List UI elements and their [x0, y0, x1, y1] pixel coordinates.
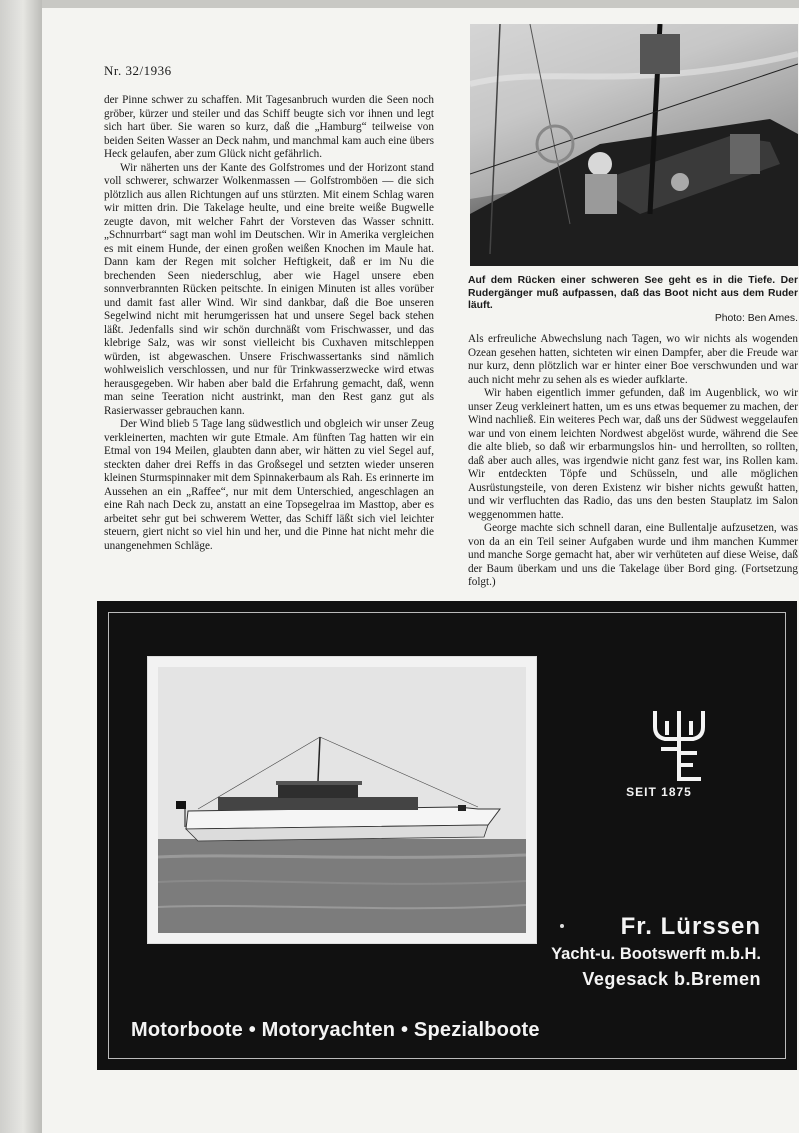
page-number: Nr. 32/1936	[104, 63, 172, 78]
paragraph: Der Wind blieb 5 Tage lang südwestlich und obgleich wir unser Zeug verkleinerten, machten wir gute Etmale. Am fünften Tag hatten wir ein Etmal von 194 Meilen, glaubten dann aber, wir hätten zu viel Segel auf, steckten daher drei Reffs in das Großsegel und setzten wieder unseren kleinen Sturmspinnaker mit dem Spinnakerbaum als Rah. Es erinnerte im Aussehen an ein „Raffee“, nur mit dem Unterschied, angeschlagen an eine Rah nach Deck zu, anstatt an eine Topsegelraa im Masttop, aber es arbeitet sehr gut bei schwerem Wetter, das Schiff läßt sich viel leichter steuern, giert nicht so viel hin und her, und die Pinne hat nicht mehr die unangenehmen Schläge.	[104, 418, 434, 552]
company-subtitle: Yacht-u. Bootswerft m.b.H.	[551, 945, 761, 963]
since-year: SEIT 1875	[626, 785, 692, 799]
decorative-dot	[560, 924, 564, 928]
ad-tagline: Motorboote • Motoryachten • Spezialboote	[131, 1019, 540, 1041]
photo-credit: Photo: Ben Ames.	[714, 312, 798, 324]
caption-text: Auf dem Rücken einer schweren See geht es in die Tiefe. Der Rudergänger muß aufpassen, daß das Boot nicht aus dem Ruder läuft.	[468, 275, 798, 311]
ad-frame	[108, 612, 786, 1059]
trident-logo-icon	[649, 709, 709, 783]
motor-yacht-illustration	[158, 667, 526, 933]
motor-yacht-photo	[147, 656, 537, 944]
paragraph: Wir näherten uns der Kante des Golfstromes und der Horizont stand voll schwerer, schwarzer Wolkenmassen — Golfstromböen — die sich plötzlich aus allen Richtungen auf uns stürzten. Mit einem Schlag waren wir mitten drin. Die Takelage heulte, und eine breite weiße Bugwelle zeugte davon, mit welcher Fahrt der Vorsteven das Wasser schnitt. „Schnurrbart“ sagt man wohl im Deutschen. Wir in Amerika vergleichen es mit einem Hunde, der einen großen weißen Knochen im Maule hat. Dann kam der Regen mit solcher Heftigkeit, daß er im Nu die brechenden Seen niederschlug, aber wie Hagel unsere eben sonnverbrannten Rücken peitschte. In einigen Minuten ist alles vorüber und damit fast aller Wind. Wir sind dankbar, daß die Boe unseren Segelwind nicht mit herumgerissen hat und unsere Segel back stehen läßt. Jedenfalls sind wir schön durchnäßt vom Frischwasser, und das klebrige Salz, was wir sonst vielleicht bis Cuxhaven mitschleppen würden, ist abgewaschen. Unsere Frischwassertanks sind nämlich wohlweislich verschlossen, und nur für Trinkwasserzwecke wird etwas herausgegeben. Wir haben aber bald die Erfahrung gemacht, daß, wenn man seine Teeration nicht austrinkt, man den Rest ganz gut als Rasierwasser gebrauchen kann.	[104, 161, 434, 417]
photo-caption	[468, 275, 798, 325]
luerssen-advertisement	[97, 601, 797, 1070]
paragraph: Als erfreuliche Abwechslung nach Tagen, wo wir nichts als wogenden Ozean gesehen hatten, sichteten wir einen Dampfer, aber die Freude war nur kurz, denn plötzlich war er hinter einer Boe verschwunden und war auch nicht mehr zu sehen als es wieder aufklarte.	[468, 333, 798, 386]
page-top-edge	[42, 0, 799, 8]
company-location: Vegesack b.Bremen	[582, 969, 761, 989]
paragraph: der Pinne schwer zu schaffen. Mit Tagesanbruch wurden die Seen noch gröber, kürzer und steiler und das Schiff beugte sich vor ihnen und legt sich hart über. Sie waren so kurz, daß die „Hamburg“ teilweise von beiden Seiten Wasser an Deck nahm, und manchmal kam auch eine übers Heck gelaufen, aber zum Glück nicht gefährlich.	[104, 94, 434, 160]
article-column-left	[104, 94, 434, 553]
paragraph: George machte sich schnell daran, eine Bullentalje aufzusetzen, was von da an ein Teil seiner Aufgaben wurde und ihm manchen Kummer und manche Sorge gemacht hat, aber wir verhüteten auf diese Weise, daß der Baum überkam und uns die Takelage über Bord ging. (Fortsetzung folgt.)	[468, 522, 798, 588]
company-name: Fr. Lürssen	[620, 913, 761, 940]
paragraph: Wir haben eigentlich immer gefunden, daß im Augenblick, wo wir unser Zeug verkleinert hatten, um es uns etwas bequemer zu machen, der Wind nachließ. Ein weiteres Pech war, daß uns der Südwest weggelaufen war und von einem leichten Nordwest abgelöst wurde, während die See die alte blieb, so daß wir erbarmungslos hin- und herrollten, so rollten, daß aber auch alles, was irgendwie nicht ganz fest war, ins Rollen kam. Wir entdeckten Töpfe und Schüsseln, und alle möglichen Ausrüstungsteile, von deren Existenz wir bisher nichts gewußt hatten, und wir verfluchten das Radio, das uns den besten Stauplatz im Salon weggenommen hatte.	[468, 387, 798, 521]
sailing-deck-illustration	[470, 24, 798, 266]
article-column-right	[468, 333, 798, 590]
binding-gutter	[0, 0, 42, 1133]
sailing-deck-photo	[470, 24, 798, 266]
